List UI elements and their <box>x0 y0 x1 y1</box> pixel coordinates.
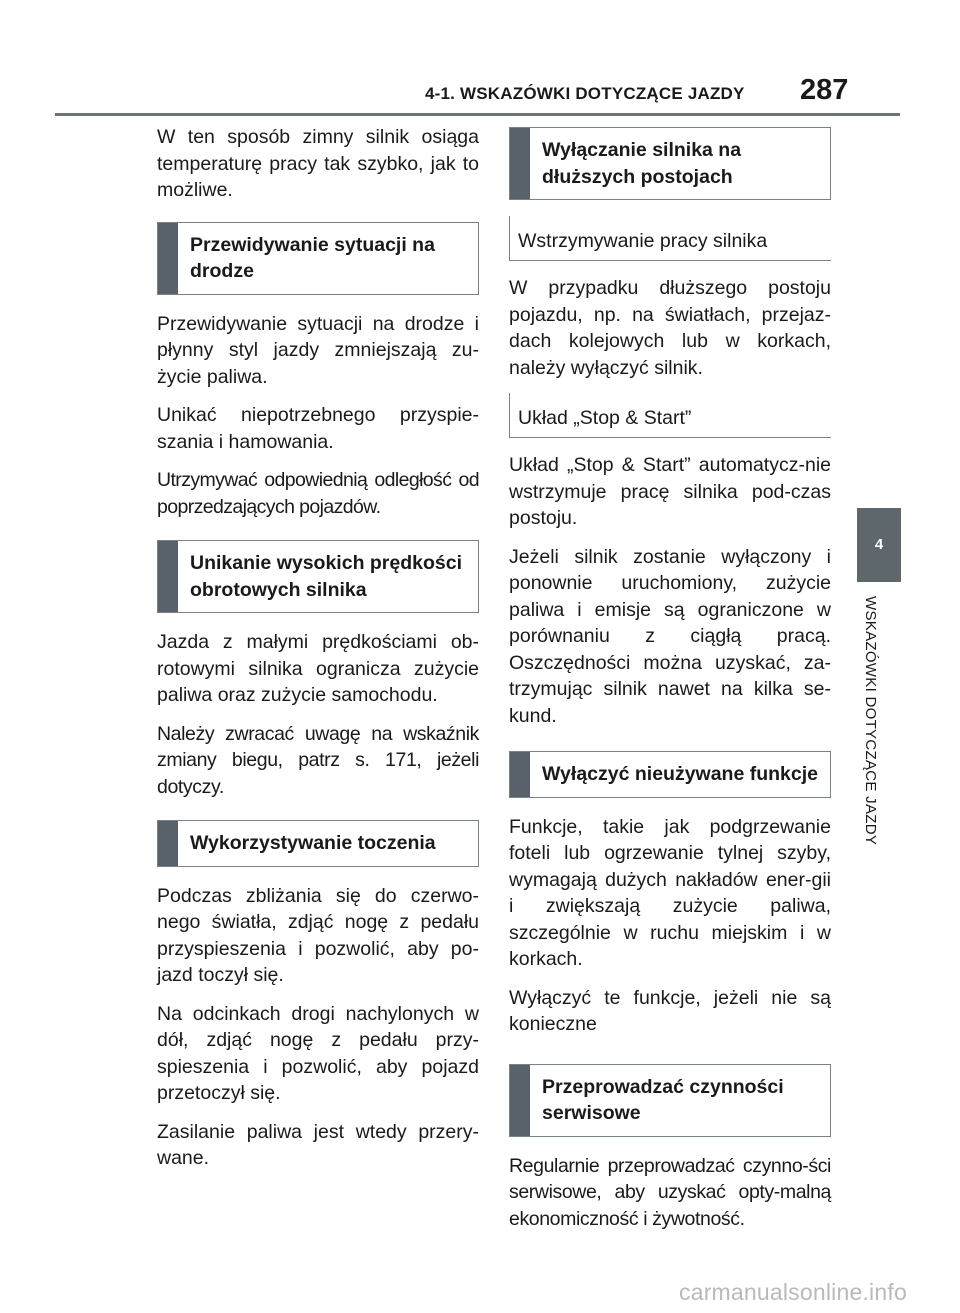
heading-text: Przewidywanie sytuacji na drodze <box>190 233 435 282</box>
paragraph: W przypadku dłuższego postoju pojazdu, np. na światłach, przejaz-dach kolejowych lub w korkach, należy wyłączyć silnik. <box>509 277 831 379</box>
paragraph: Unikać niepotrzebnego przyspie-szania i hamowania. <box>157 404 479 453</box>
heading-service <box>509 1064 831 1137</box>
heading-bar <box>158 541 178 612</box>
chapter-side-label: WSKAZÓWKI DOTYCZĄCE JAZDY <box>862 596 879 846</box>
heading-text: Wykorzystywanie toczenia <box>190 832 436 854</box>
right-column <box>509 127 831 1244</box>
heading-unused-functions <box>509 751 831 798</box>
heading-coasting <box>157 820 479 867</box>
heading-anticipation <box>157 222 479 295</box>
paragraph: Należy zwracać uwagę na wskaźnik zmiany biegu, patrz s. 171, jeżeli dotyczy. <box>157 722 479 798</box>
paragraph: Jeżeli silnik zostanie wyłączony i ponownie uruchomiony, zużycie paliwa i emisje są ograniczone w porównaniu z ciągłą pracą. Oszczędności można uzyskać, za-trzymując silnik nawet na kilka se-kund. <box>509 545 831 727</box>
heading-bar <box>510 128 530 199</box>
paragraph: Przewidywanie sytuacji na drodze i płynny styl jazdy zmniejszają zu-życie paliwa. <box>157 312 479 388</box>
paragraph: Funkcje, takie jak podgrzewanie foteli lub ogrzewanie tylnej szyby, wymagają dużych nakładów ener-gii i zwiększają zużycie paliwa, szczególnie w ruchu miejskim i w korkach. <box>509 815 831 970</box>
heading-text: Przeprowadzać czynności serwisowe <box>542 1075 784 1124</box>
heading-high-rpm <box>157 540 479 613</box>
heading-bar <box>158 821 178 866</box>
paragraph: Utrzymywać odpowiednią odległość od poprzedzających pojazdów. <box>157 469 479 518</box>
heading-bar <box>158 223 178 294</box>
chapter-side-label-container <box>862 596 896 886</box>
section-title: 4-1. WSKAZÓWKI DOTYCZĄCE JAZDY <box>425 84 745 103</box>
header-divider <box>55 113 900 116</box>
heading-text: Unikanie wysokich prędkości obrotowych silnika <box>190 552 463 601</box>
watermark: carmanualsonline.info <box>679 1279 907 1305</box>
left-column <box>157 124 479 1184</box>
chapter-tab[interactable] <box>857 508 901 582</box>
paragraph: Regularnie przeprowadzać czynno-ści serwisowe, aby uzyskać opty-malną ekonomiczność i żywotność. <box>509 1154 831 1230</box>
paragraph: Jazda z małymi prędkościami ob-rotowymi silnika ogranicza zużycie paliwa oraz zużycie samochodu. <box>157 631 479 706</box>
paragraph: Wyłączyć te funkcje, jeżeli nie są konieczne <box>509 986 831 1035</box>
heading-bar <box>510 752 530 797</box>
heading-text: Wyłączyć nieużywane funkcje <box>542 763 818 785</box>
paragraph: Zasilanie paliwa jest wtedy przery-wane. <box>157 1120 479 1169</box>
heading-text: Wyłączanie silnika na dłuższych postojach <box>542 139 742 188</box>
paragraph: Na odcinkach drogi nachylonych w dół, zdjąć nogę z pedału przy-spieszenia i pozwolić, aby pojazd przetoczył się. <box>157 1002 479 1104</box>
heading-engine-off <box>509 127 831 200</box>
subheading-stop-start: Układ „Stop & Start” <box>509 393 831 438</box>
paragraph: Podczas zbliżania się do czerwo-nego światła, zdjąć nogę z pedału przyspieszenia i pozwolić, aby po-jazd toczył się. <box>157 884 479 986</box>
page-number: 287 <box>800 74 849 106</box>
chapter-number: 4 <box>874 536 884 553</box>
heading-bar <box>510 1065 530 1136</box>
intro-paragraph: W ten sposób zimny silnik osiąga temperaturę pracy tak szybko, jak to możliwe. <box>157 126 479 201</box>
subheading-engine-stop: Wstrzymywanie pracy silnika <box>509 216 831 261</box>
paragraph: Układ „Stop & Start” automatycz-nie wstrzymuje pracę silnika pod-czas postoju. <box>509 454 831 529</box>
